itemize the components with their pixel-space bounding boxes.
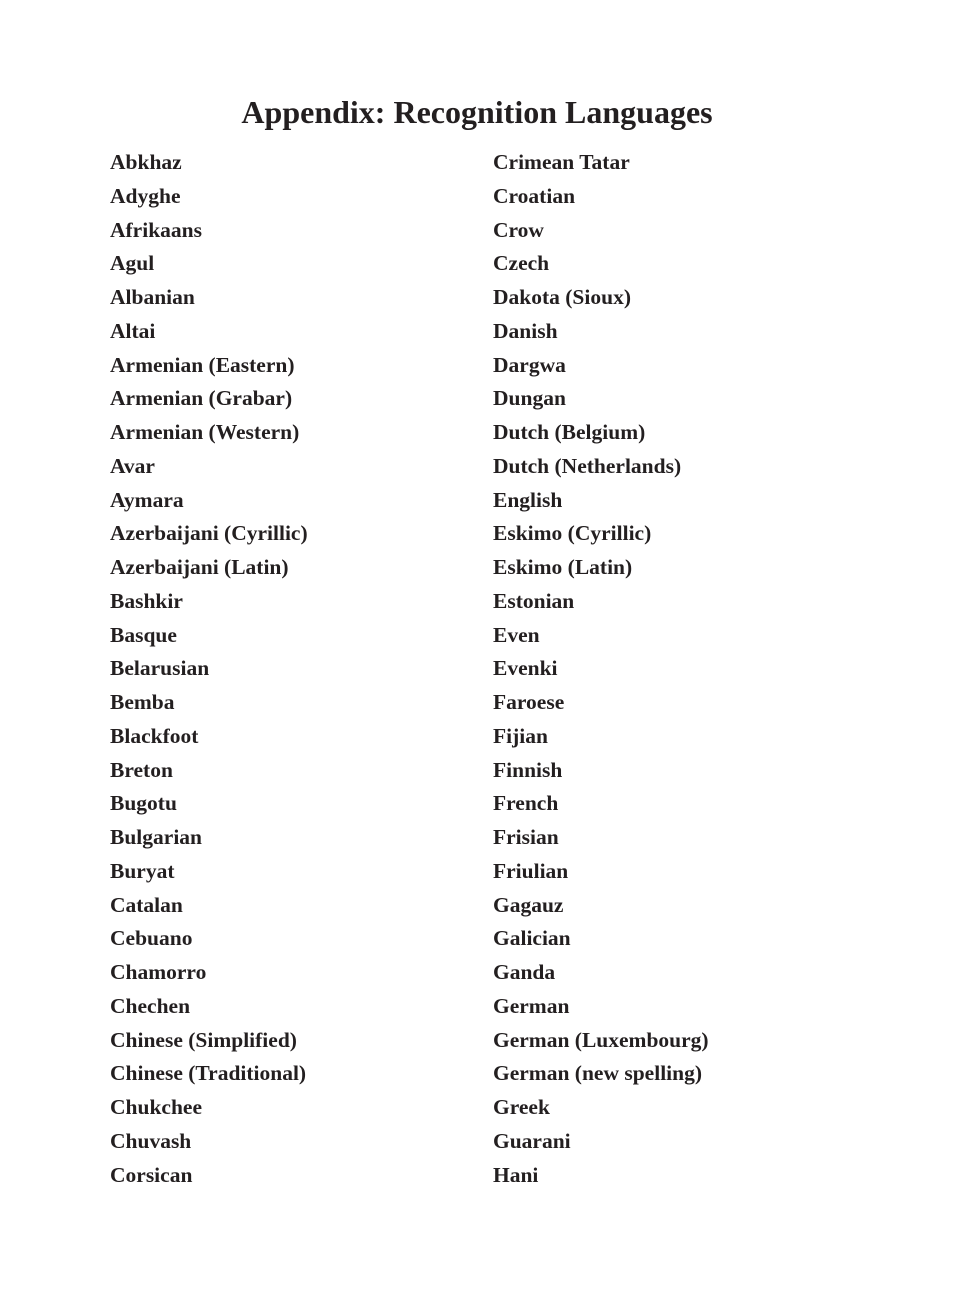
language-item: Evenki	[493, 656, 558, 681]
language-item: Dargwa	[493, 352, 566, 377]
language-item: French	[493, 791, 559, 816]
language-item: Bashkir	[110, 588, 183, 613]
language-item: Abkhaz	[110, 150, 182, 174]
language-item: Armenian (Grabar)	[110, 386, 293, 411]
language-item: Gagauz	[493, 892, 564, 917]
language-item: Basque	[110, 622, 177, 647]
language-item: Bugotu	[110, 791, 177, 816]
language-item: Faroese	[493, 690, 565, 714]
language-item: Dungan	[493, 386, 566, 411]
language-item: Greek	[493, 1095, 550, 1119]
language-item: Fijian	[493, 723, 548, 748]
language-item: German (new spelling)	[493, 1061, 703, 1086]
language-item: Friulian	[493, 858, 569, 883]
page-title: Appendix: Recognition Languages	[241, 94, 713, 130]
language-item: Danish	[493, 318, 558, 343]
language-item: Armenian (Western)	[110, 420, 300, 444]
language-item: Crimean Tatar	[493, 150, 630, 174]
language-item: Dutch (Netherlands)	[493, 453, 682, 478]
language-item: Czech	[493, 251, 550, 276]
language-item: Avar	[110, 453, 155, 478]
language-item: Finnish	[493, 757, 563, 782]
language-item: English	[493, 487, 563, 512]
language-item: Eskimo (Latin)	[493, 555, 633, 579]
language-list-right	[493, 146, 893, 1192]
language-item: Belarusian	[110, 656, 210, 681]
language-item: Adyghe	[110, 183, 181, 208]
language-item: Bulgarian	[110, 825, 202, 849]
language-item: Armenian (Eastern)	[110, 352, 295, 377]
language-list-left	[110, 146, 480, 1192]
language-item: Buryat	[110, 858, 175, 883]
language-item: Hani	[493, 1162, 539, 1187]
language-item: Aymara	[110, 487, 184, 512]
language-item: Catalan	[110, 892, 183, 917]
language-item: Frisian	[493, 825, 559, 849]
language-item: Chuvash	[110, 1128, 192, 1153]
language-item: Chinese (Traditional)	[110, 1061, 307, 1086]
language-item: Chinese (Simplified)	[110, 1027, 297, 1052]
language-item: Chukchee	[110, 1095, 202, 1119]
language-item: Bemba	[110, 690, 175, 714]
language-item: German (Luxembourg)	[493, 1027, 709, 1052]
language-item: Cebuano	[110, 926, 193, 951]
language-item: Agul	[110, 251, 155, 276]
language-item: Guarani	[493, 1128, 571, 1153]
language-item: Corsican	[110, 1162, 193, 1187]
language-item: German	[493, 993, 570, 1018]
language-item: Altai	[110, 318, 156, 343]
language-item: Galician	[493, 926, 571, 951]
language-item: Chamorro	[110, 960, 207, 984]
language-item: Ganda	[493, 960, 556, 984]
language-item: Blackfoot	[110, 723, 199, 748]
language-item: Estonian	[493, 588, 575, 613]
language-item: Breton	[110, 757, 173, 782]
language-item: Chechen	[110, 993, 191, 1018]
language-item: Azerbaijani (Latin)	[110, 555, 289, 579]
language-item: Even	[493, 622, 540, 647]
language-item: Dakota (Sioux)	[493, 285, 631, 309]
language-item: Afrikaans	[110, 217, 202, 242]
language-item: Crow	[493, 217, 544, 242]
language-item: Azerbaijani (Cyrillic)	[110, 521, 308, 546]
language-item: Albanian	[110, 285, 195, 309]
language-item: Dutch (Belgium)	[493, 420, 646, 444]
language-item: Croatian	[493, 183, 576, 208]
language-item: Eskimo (Cyrillic)	[493, 521, 652, 546]
